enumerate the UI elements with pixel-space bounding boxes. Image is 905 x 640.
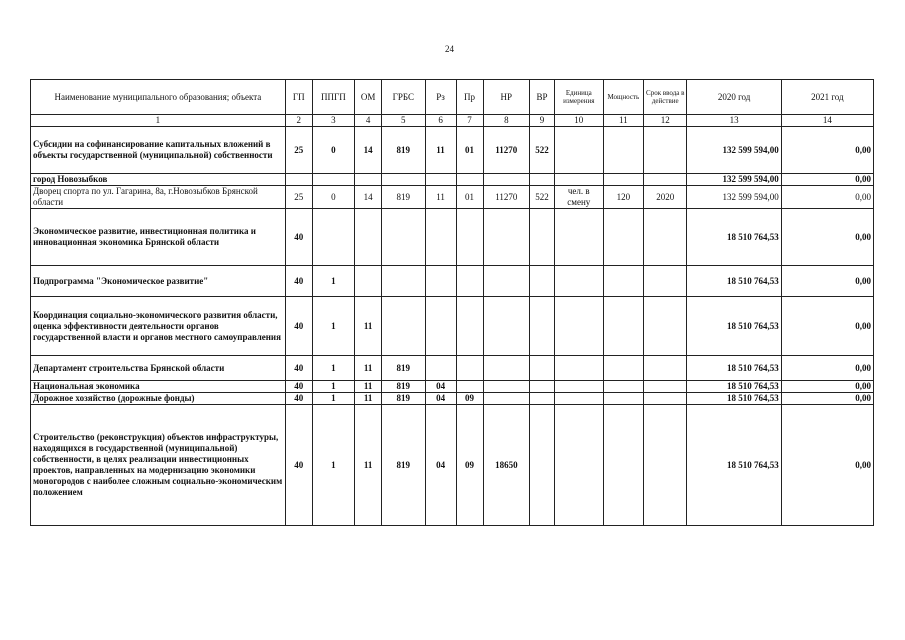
row-nr	[483, 356, 530, 381]
row-om: 14	[355, 186, 382, 209]
row-name: Координация социально-экономического развития области, оценка эффективности деятельности органов государственной власти и органов местного самоуправления	[31, 297, 286, 356]
row-unit	[554, 209, 603, 266]
row-rz: 04	[425, 393, 456, 405]
row-gp: 25	[285, 186, 312, 209]
row-2020: 18 510 764,53	[687, 209, 781, 266]
table-row	[31, 186, 874, 209]
row-2020: 18 510 764,53	[687, 393, 781, 405]
row-2020: 18 510 764,53	[687, 405, 781, 526]
row-2020: 132 599 594,00	[687, 186, 781, 209]
row-grbs	[382, 174, 425, 186]
row-nr: 11270	[483, 186, 530, 209]
header-gp: ГП	[285, 80, 312, 115]
row-gp: 40	[285, 381, 312, 393]
row-unit	[554, 174, 603, 186]
table-row	[31, 297, 874, 356]
row-pr: 01	[456, 127, 483, 174]
row-grbs: 819	[382, 405, 425, 526]
row-rz	[425, 174, 456, 186]
row-nr	[483, 297, 530, 356]
row-2021: 0,00	[781, 381, 873, 393]
header-2021: 2021 год	[781, 80, 873, 115]
header-power: Мощность	[603, 80, 643, 115]
row-power	[603, 209, 643, 266]
row-vr: 522	[530, 186, 555, 209]
row-2021: 0,00	[781, 209, 873, 266]
row-term	[644, 356, 687, 381]
row-2021: 0,00	[781, 356, 873, 381]
row-name: Экономическое развитие, инвестиционная политика и инновационная экономика Брянской области	[31, 209, 286, 266]
row-ppgp: 1	[312, 393, 354, 405]
column-number: 13	[687, 115, 781, 127]
row-om: 11	[355, 393, 382, 405]
row-name: Национальная экономика	[31, 381, 286, 393]
row-2021: 0,00	[781, 186, 873, 209]
column-number: 8	[483, 115, 530, 127]
row-ppgp: 0	[312, 186, 354, 209]
row-om: 14	[355, 127, 382, 174]
row-term: 2020	[644, 186, 687, 209]
row-gp	[285, 174, 312, 186]
row-rz: 11	[425, 127, 456, 174]
row-ppgp: 1	[312, 405, 354, 526]
table-row	[31, 127, 874, 174]
row-rz	[425, 209, 456, 266]
table-row	[31, 405, 874, 526]
table-row	[31, 381, 874, 393]
row-grbs: 819	[382, 356, 425, 381]
row-term	[644, 209, 687, 266]
header-grbs: ГРБС	[382, 80, 425, 115]
row-2020: 18 510 764,53	[687, 356, 781, 381]
row-2020: 132 599 594,00	[687, 174, 781, 186]
row-unit	[554, 297, 603, 356]
row-grbs	[382, 266, 425, 297]
row-om: 11	[355, 356, 382, 381]
row-term	[644, 405, 687, 526]
row-power	[603, 266, 643, 297]
row-grbs: 819	[382, 381, 425, 393]
row-2021: 0,00	[781, 174, 873, 186]
row-ppgp: 1	[312, 381, 354, 393]
row-nr: 18650	[483, 405, 530, 526]
row-rz	[425, 297, 456, 356]
row-vr: 522	[530, 127, 555, 174]
header-unit: Единица измерения	[554, 80, 603, 115]
row-term	[644, 393, 687, 405]
row-term	[644, 266, 687, 297]
column-number: 3	[312, 115, 354, 127]
row-power: 120	[603, 186, 643, 209]
row-rz	[425, 356, 456, 381]
row-ppgp: 1	[312, 266, 354, 297]
row-pr: 09	[456, 393, 483, 405]
header-om: ОМ	[355, 80, 382, 115]
row-om	[355, 266, 382, 297]
row-vr	[530, 405, 555, 526]
row-unit	[554, 127, 603, 174]
column-number: 6	[425, 115, 456, 127]
column-number: 11	[603, 115, 643, 127]
row-ppgp	[312, 174, 354, 186]
row-2021: 0,00	[781, 297, 873, 356]
row-ppgp: 1	[312, 297, 354, 356]
row-nr	[483, 381, 530, 393]
row-unit	[554, 356, 603, 381]
table-row	[31, 393, 874, 405]
row-om: 11	[355, 297, 382, 356]
row-ppgp: 1	[312, 356, 354, 381]
row-power	[603, 297, 643, 356]
row-nr	[483, 393, 530, 405]
row-vr	[530, 381, 555, 393]
column-number: 14	[781, 115, 873, 127]
row-grbs: 819	[382, 186, 425, 209]
row-term	[644, 127, 687, 174]
column-number: 10	[554, 115, 603, 127]
column-number: 9	[530, 115, 555, 127]
table-row	[31, 356, 874, 381]
row-rz: 04	[425, 381, 456, 393]
column-number: 4	[355, 115, 382, 127]
row-ppgp	[312, 209, 354, 266]
row-nr	[483, 174, 530, 186]
row-gp: 40	[285, 209, 312, 266]
header-vr: ВР	[530, 80, 555, 115]
row-term	[644, 297, 687, 356]
row-vr	[530, 174, 555, 186]
row-rz: 11	[425, 186, 456, 209]
row-name: город Новозыбков	[31, 174, 286, 186]
row-nr	[483, 266, 530, 297]
row-vr	[530, 393, 555, 405]
row-2021: 0,00	[781, 393, 873, 405]
row-nr	[483, 209, 530, 266]
row-vr	[530, 297, 555, 356]
row-grbs: 819	[382, 393, 425, 405]
row-power	[603, 356, 643, 381]
header-2020: 2020 год	[687, 80, 781, 115]
row-vr	[530, 356, 555, 381]
row-power	[603, 381, 643, 393]
row-name: Строительство (реконструкция) объектов инфраструктуры, находящихся в государственной (муниципальной) собственности, в целях реализации инвестиционных проектов, направленных на модернизацию экономики моногородов с наиболее сложным социально-экономическим положением	[31, 405, 286, 526]
column-number: 12	[644, 115, 687, 127]
row-gp: 40	[285, 297, 312, 356]
row-name: Дорожное хозяйство (дорожные фонды)	[31, 393, 286, 405]
row-rz	[425, 266, 456, 297]
row-2021: 0,00	[781, 266, 873, 297]
row-om	[355, 174, 382, 186]
row-ppgp: 0	[312, 127, 354, 174]
row-unit	[554, 405, 603, 526]
row-grbs	[382, 297, 425, 356]
row-term	[644, 174, 687, 186]
header-pr: Пр	[456, 80, 483, 115]
row-grbs	[382, 209, 425, 266]
row-gp: 25	[285, 127, 312, 174]
row-grbs: 819	[382, 127, 425, 174]
row-pr: 09	[456, 405, 483, 526]
row-2021: 0,00	[781, 405, 873, 526]
row-om	[355, 209, 382, 266]
row-pr	[456, 174, 483, 186]
row-pr	[456, 209, 483, 266]
header-nr: НР	[483, 80, 530, 115]
page-number: 24	[445, 44, 454, 54]
row-pr	[456, 356, 483, 381]
row-pr	[456, 266, 483, 297]
row-2021: 0,00	[781, 127, 873, 174]
row-power	[603, 405, 643, 526]
row-gp: 40	[285, 393, 312, 405]
row-name: Дворец спорта по ул. Гагарина, 8а, г.Новозыбков Брянской области	[31, 186, 286, 209]
column-number: 2	[285, 115, 312, 127]
column-number-row	[31, 115, 874, 127]
row-om: 11	[355, 405, 382, 526]
header-term: Срок ввода в действие	[644, 80, 687, 115]
row-term	[644, 381, 687, 393]
row-unit: чел. в смену	[554, 186, 603, 209]
row-rz: 04	[425, 405, 456, 526]
row-pr	[456, 297, 483, 356]
row-power	[603, 174, 643, 186]
row-gp: 40	[285, 266, 312, 297]
row-unit	[554, 266, 603, 297]
row-vr	[530, 266, 555, 297]
header-name: Наименование муниципального образования; объекта	[31, 80, 286, 115]
table-row	[31, 174, 874, 186]
row-power	[603, 127, 643, 174]
column-number: 5	[382, 115, 425, 127]
row-pr	[456, 381, 483, 393]
row-name: Департамент строительства Брянской области	[31, 356, 286, 381]
budget-table	[30, 79, 874, 526]
row-name: Субсидии на софинансирование капитальных вложений в объекты государственной (муниципальной) собственности	[31, 127, 286, 174]
row-gp: 40	[285, 356, 312, 381]
table-row	[31, 209, 874, 266]
row-unit	[554, 393, 603, 405]
header-row	[31, 80, 874, 115]
row-unit	[554, 381, 603, 393]
row-2020: 18 510 764,53	[687, 297, 781, 356]
header-ppgp: ППГП	[312, 80, 354, 115]
row-pr: 01	[456, 186, 483, 209]
row-power	[603, 393, 643, 405]
row-nr: 11270	[483, 127, 530, 174]
row-om: 11	[355, 381, 382, 393]
row-vr	[530, 209, 555, 266]
column-number: 7	[456, 115, 483, 127]
row-gp: 40	[285, 405, 312, 526]
row-2020: 132 599 594,00	[687, 127, 781, 174]
row-2020: 18 510 764,53	[687, 266, 781, 297]
table-row	[31, 266, 874, 297]
column-number: 1	[31, 115, 286, 127]
row-name: Подпрограмма "Экономическое развитие"	[31, 266, 286, 297]
header-rz: Рз	[425, 80, 456, 115]
row-2020: 18 510 764,53	[687, 381, 781, 393]
